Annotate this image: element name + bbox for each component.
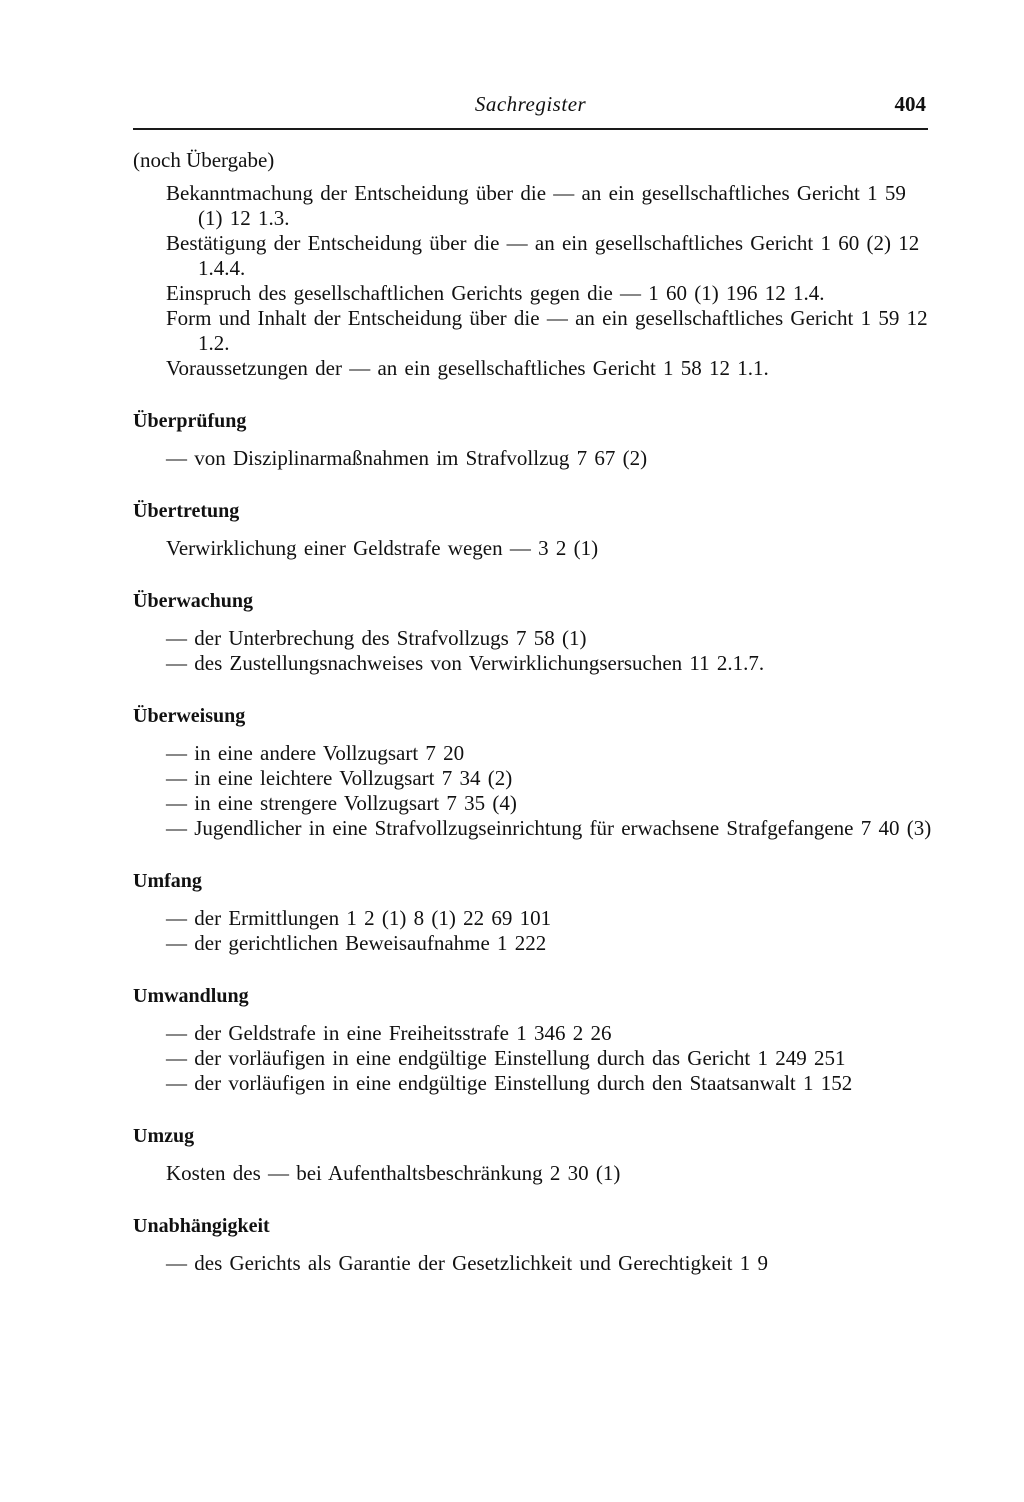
page-number: 404 xyxy=(894,92,926,116)
list-item: — der vorläufigen in eine endgültige Einstellung durch den Staatsanwalt 1 152 xyxy=(166,1071,853,1095)
list-item: Voraussetzungen der — an ein gesellschaftliches Gericht 1 58 12 1.1. xyxy=(166,356,769,380)
continuation-group xyxy=(133,148,933,381)
index-entry xyxy=(133,589,933,676)
entry-heading: Umfang xyxy=(133,870,202,892)
page-header xyxy=(133,88,928,130)
list-item: — des Gerichts als Garantie der Gesetzlichkeit und Gerechtigkeit 1 9 xyxy=(166,1251,768,1275)
list-item: — in eine andere Vollzugsart 7 20 xyxy=(166,741,465,765)
entry-heading: Umwandlung xyxy=(133,985,249,1007)
entry-heading: Umzug xyxy=(133,1125,195,1147)
index-entry xyxy=(133,499,933,561)
running-title: Sachregister xyxy=(474,92,587,116)
list-item: Einspruch des gesellschaftlichen Gerichts gegen die — 1 60 (1) 196 12 1.4. xyxy=(166,281,825,305)
list-item: — Jugendlicher in eine Strafvollzugseinrichtung für erwachsene Strafgefangene 7 40 (3) xyxy=(166,816,932,840)
index-entry xyxy=(133,984,933,1096)
entry-heading: Unabhängigkeit xyxy=(133,1215,270,1237)
list-item: — der vorläufigen in eine endgültige Einstellung durch das Gericht 1 249 251 xyxy=(166,1046,846,1070)
list-item: — der Ermittlungen 1 2 (1) 8 (1) 22 69 101 xyxy=(166,906,552,930)
list-item: Kosten des — bei Aufenthaltsbeschränkung 2 30 (1) xyxy=(166,1161,621,1185)
list-item: — in eine strengere Vollzugsart 7 35 (4) xyxy=(166,791,517,815)
list-item: — der Geldstrafe in eine Freiheitsstrafe 1 346 2 26 xyxy=(166,1021,612,1045)
index-entry xyxy=(133,704,933,841)
index-entry xyxy=(133,1214,933,1276)
list-item: — der Unterbrechung des Strafvollzugs 7 58 (1) xyxy=(166,626,587,650)
index-entry xyxy=(133,1124,933,1186)
entry-heading: Übertretung xyxy=(133,500,240,522)
index-entry xyxy=(133,409,933,471)
list-item: Bestätigung der Entscheidung über die — an ein gesellschaftliches Gericht 1 60 (2) 12 1.4.4. xyxy=(166,231,920,280)
index-content xyxy=(133,148,933,1276)
list-item: Form und Inhalt der Entscheidung über die — an ein gesellschaftliches Gericht 1 59 12 1.2. xyxy=(166,306,928,355)
list-item: — der gerichtlichen Beweisaufnahme 1 222 xyxy=(166,931,547,955)
list-item: Bekanntmachung der Entscheidung über die — an ein gesellschaftliches Gericht 1 59 (1) 12 1.3. xyxy=(166,181,906,230)
index-entry xyxy=(133,869,933,956)
list-item: — in eine leichtere Vollzugsart 7 34 (2) xyxy=(166,766,513,790)
continuation-label: (noch Übergabe) xyxy=(133,148,275,172)
entry-heading: Überprüfung xyxy=(133,410,247,432)
list-item: — des Zustellungsnachweises von Verwirklichungsersuchen 11 2.1.7. xyxy=(166,651,765,675)
entry-heading: Überwachung xyxy=(133,590,254,612)
list-item: — von Disziplinarmaßnahmen im Strafvollzug 7 67 (2) xyxy=(166,446,648,470)
list-item: Verwirklichung einer Geldstrafe wegen — 3 2 (1) xyxy=(166,536,599,560)
entry-heading: Überweisung xyxy=(133,705,246,727)
